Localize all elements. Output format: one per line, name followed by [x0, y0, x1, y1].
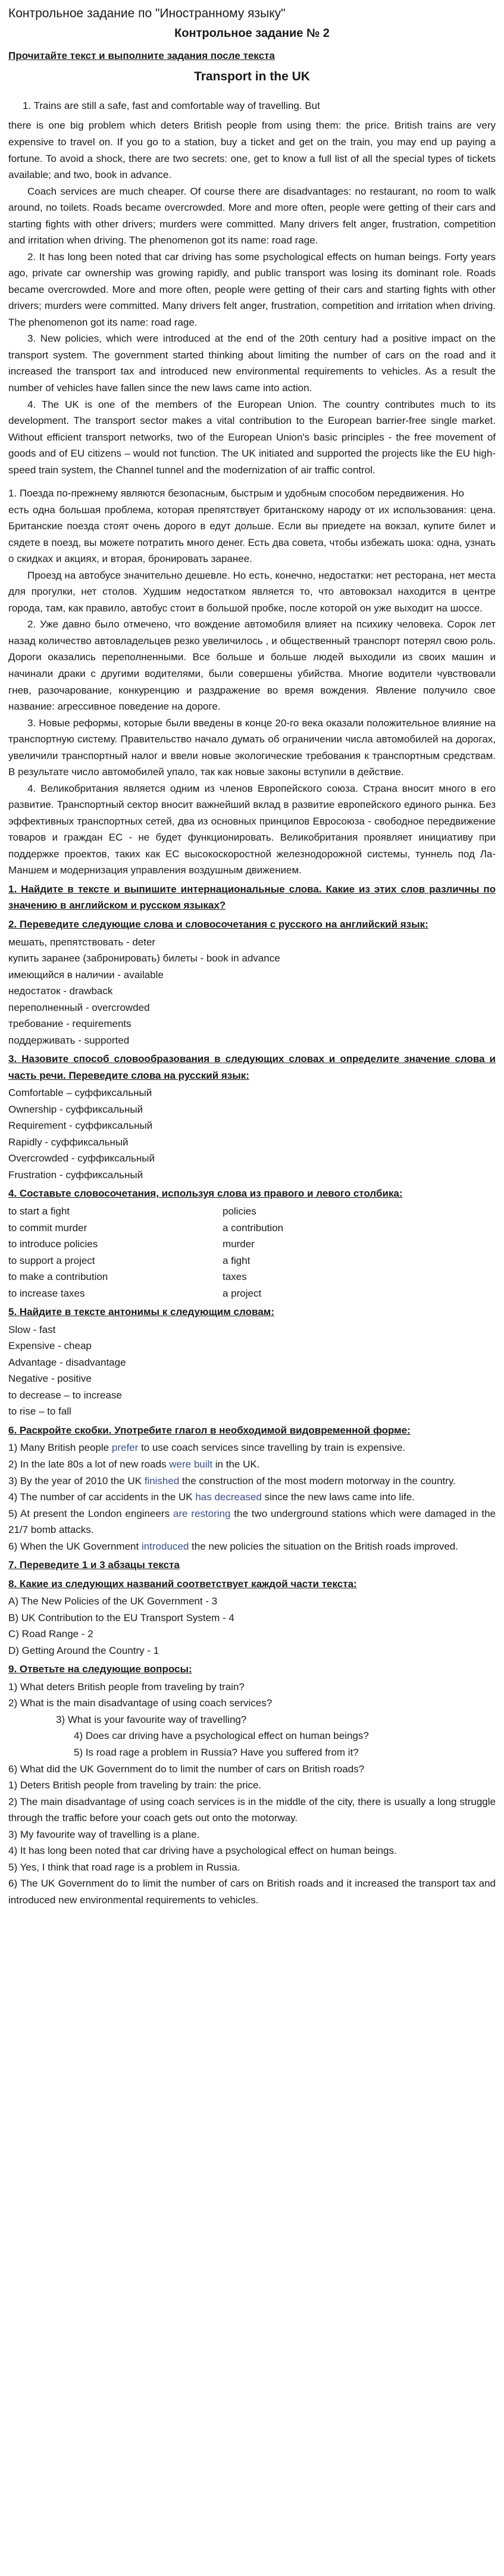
question-item: 2) What is the main disadvantage of using coach services? [8, 1697, 273, 1709]
task-4-pairs [8, 1203, 496, 1301]
task-2-list [8, 934, 496, 1049]
answer-item: 6) The UK Government do to limit the number of cars on British roads and it increased the transport tax and introduced new environmental requirements to vehicles. [8, 1878, 496, 1906]
answer-item: 4) It has long been noted that car driving have a psychological effect on human beings. [8, 1845, 397, 1857]
english-paragraph-4: 4. The UK is one of the members of the European Union. The country contributes much to its development. The transport sector makes a vital contribution to the European barrier-free single market. Without efficient transport networks, two of the European Union's basic principles - the free movement of goods and of EU citizens – would not function. The UK initiated and supported the projects like the EU high-speed train system, the Channel tunnel and the modernization of air traffic control. [8, 398, 496, 476]
pair-row [8, 1220, 496, 1237]
answer-item: 1) Deters British people from traveling by train: the price. [8, 1779, 262, 1791]
list-item: Ownership - суффиксальный [8, 1103, 143, 1115]
verb-answer: has decreased [195, 1491, 262, 1503]
russian-paragraph-1-start: 1. Поезда по-прежнему являются безопасным, быстрым и удобным способом передвижения. Но [8, 488, 464, 499]
english-paragraph-1-start: 1. Trains are still a safe, fast and comfortable way of travelling. But [23, 99, 320, 111]
question-item: 3) What is your favourite way of travelling? [56, 1713, 247, 1725]
list-item: поддерживать - supported [8, 1034, 130, 1046]
document-subtitle: Контрольное задание № 2 [174, 27, 330, 40]
task-4-heading: 4. Составьте словосочетания, используя слова из правого и левого столбика: [8, 1188, 403, 1200]
pair-left: to start a fight [8, 1206, 70, 1217]
list-item: переполненный - overcrowded [8, 1001, 150, 1013]
list-item [8, 1456, 496, 1473]
list-item: Negative - positive [8, 1373, 92, 1385]
russian-paragraph-1: есть одна большая проблема, которая препятствует британскому народу от их использования: цена. Британские поезда стоят очень дорого в едут дольше. Если вы приедете на вокзал, купите билет и сядете в поезд, вы можете потратить много денег. Есть два совета, чтобы избежать шока: одна, узнать о скидках и акциях, и вторая, бронировать заранее. [8, 504, 496, 565]
verb-answer: were built [169, 1458, 213, 1470]
task-8-list [8, 1593, 496, 1659]
sentence-part: 1) Many British people [8, 1442, 112, 1454]
text-title: Transport in the UK [194, 69, 310, 83]
sentence-part: the new policies the situation on the British roads improved. [189, 1540, 458, 1552]
pair-row [8, 1236, 496, 1253]
list-item: A) The New Policies of the UK Government - 3 [8, 1595, 218, 1607]
sentence-part: 2) In the late 80s a lot of new roads [8, 1458, 170, 1470]
pair-left: to introduce policies [8, 1238, 98, 1250]
list-item: to rise – to fall [8, 1406, 71, 1417]
question-item: 4) Does car driving have a psychological effect on human beings? [74, 1730, 369, 1742]
list-item: Frustration - суффиксальный [8, 1169, 143, 1181]
english-paragraph-coach: Coach services are much cheaper. Of course there are disadvantages: no restaurant, no room to walk around, no toilets. Roads became overcrowded. More and more often, people were getting of their cars and starting fights with other drivers; murders were committed. Many drivers felt anger, frustration, competition and irritation when driving. The phenomenon got its name: road rage. [8, 185, 496, 246]
pair-right: taxes [223, 1271, 247, 1283]
list-item: купить заранее (забронировать) билеты - book in advance [8, 953, 280, 964]
sentence-part: since the new laws came into life. [261, 1491, 415, 1503]
russian-paragraph-coach: Проезд на автобусе значительно дешевле. Но есть, конечно, недостатки: нет ресторана, нет места для прогулки, нет столов. Худшим недостатком является то, что автовокзал находится в центре города, там, как правило, автобус стоит в большой пробке, после которой он уже выходит на шоссе. [8, 569, 496, 614]
english-paragraph-2: 2. It has long been noted that car driving has some psychological effects on human beings. Forty years ago, private car ownership was growing rapidly, and public transport was losing its dominant role. Roads became overcrowded. More and more often, people were getting of their cars and starting fights with other drivers; murders were committed. Many drivers felt anger, frustration, competition and irritation when driving. The phenomenon got its name: road rage. [8, 251, 496, 328]
sentence-part: to use coach services since travelling by train is expensive. [138, 1442, 406, 1454]
pair-left: to increase taxes [8, 1287, 85, 1299]
pair-right: policies [223, 1206, 256, 1217]
verb-answer: prefer [111, 1442, 139, 1454]
task-5-heading: 5. Найдите в тексте антонимы к следующим словам: [8, 1306, 274, 1318]
list-item: Expensive - cheap [8, 1340, 92, 1352]
list-item: Requirement - суффиксальный [8, 1120, 153, 1132]
list-item [8, 1489, 496, 1506]
question-item: 1) What deters British people from traveling by train? [8, 1681, 245, 1693]
list-item: Rapidly - суффиксальный [8, 1136, 129, 1148]
list-item: B) UK Contribution to the EU Transport System - 4 [8, 1612, 234, 1623]
sentence-part: 4) The number of car accidents in the UK [8, 1491, 196, 1503]
list-item: to decrease – to increase [8, 1389, 122, 1401]
russian-paragraph-4: 4. Великобритания является одним из членов Европейского союза. Страна вносит много в его развитие. Транспортный сектор вносит важнейший вклад в развитие европейского единого рынка. Без эффективных транспортных сетей, два из основных принципов Евросоюза - свободное передвижение товаров и граждан ЕС - не будет функционировать. Великобритания проявляет инициативу при поддержке проектов, таких как ЕС высокоскоростной железнодорожной системы, туннель под Ла-Маншем и модернизация управления воздушным движением. [8, 782, 496, 876]
task-9-questions [8, 1679, 496, 1777]
pair-left: to commit murder [8, 1222, 87, 1234]
question-item: 6) What did the UK Government do to limit the number of cars on British roads? [8, 1763, 365, 1775]
list-item: мешать, препятствовать - deter [8, 936, 156, 948]
pair-left: to support a project [8, 1254, 95, 1266]
russian-paragraph-3: 3. Новые реформы, которые были введены в конце 20-го века оказали положительное влияние на транспортную систему. Правительство начало думать об ограничении числа автомобилей на дорогах, увеличили транспортный налог и ввели новые экологические требования к транспортным средствам. В результате число автомобилей упало, так как новые законы вступили в действие. [8, 717, 496, 778]
document-top-title: Контрольное задание по "Иностранному языку" [8, 7, 286, 20]
russian-paragraph-2: 2. Уже давно было отмечено, что вождение автомобиля влияет на психику человека. Сорок лет назад количество автовладельцев резко увеличилось , и общественный транспорт потерял свою роль. Дороги оказались переполненными. Все больше и больше людей выходили из своих машин и начинали драки с другими водителями, были совершены убийства. Многие водители чувствовали гнев, разочарование, конкуренцию и раздражение во время вождения. Явление получило свое название: агрессивное поведение на дороге. [8, 619, 496, 713]
question-item: 5) Is road rage a problem in Russia? Have you suffered from it? [74, 1747, 359, 1759]
pair-right: murder [223, 1238, 255, 1250]
list-item: D) Getting Around the Country - 1 [8, 1644, 159, 1656]
list-item [8, 1473, 496, 1490]
task-6-list [8, 1440, 496, 1554]
list-item: недостаток - drawback [8, 985, 113, 997]
pair-right: a project [223, 1287, 262, 1299]
task-9-answers [8, 1777, 496, 1908]
pair-row [8, 1203, 496, 1220]
task-1-heading: 1. Найдите в тексте и выпишите интернациональные слова. Какие из этих слов различны по значению в английском и русском языках? [8, 883, 496, 911]
pair-row [8, 1269, 496, 1285]
list-item: требование - requirements [8, 1018, 132, 1030]
verb-answer: finished [144, 1475, 180, 1487]
list-item [8, 1440, 496, 1456]
sentence-part: 6) When the UK Government [8, 1540, 142, 1552]
task-2-heading: 2. Переведите следующие слова и словосочетания с русского на английский язык: [8, 918, 428, 930]
list-item: Advantage - disadvantage [8, 1356, 126, 1368]
pair-row [8, 1253, 496, 1269]
list-item: C) Road Range - 2 [8, 1628, 93, 1640]
list-item [8, 1506, 496, 1538]
list-item: Overcrowded - суффиксальный [8, 1153, 155, 1164]
sentence-part: in the UK. [212, 1458, 260, 1470]
task-3-heading: 3. Назовите способ словообразования в следующих словах и определите значение слова и часть речи. Переведите слова на русский язык: [8, 1053, 496, 1081]
answer-item: 2) The main disadvantage of using coach services is in the middle of the city, there is usually a long struggle through the traffic before your coach gets out onto the motorway. [8, 1796, 496, 1824]
english-paragraph-1: there is one big problem which deters British people from using them: the price. British trains are very expensive to travel on. If you go to a station, buy a ticket and get on the train, you may end up paying a fortune. To avoid a shock, there are two secrets: one, get to know a full list of all the special types of tickets available; and two, book in advance. [8, 120, 496, 181]
sentence-part: 3) By the year of 2010 the UK [8, 1475, 145, 1487]
verb-answer: are restoring [173, 1507, 231, 1519]
task-8-heading: 8. Какие из следующих названий соответствует каждой части текста: [8, 1578, 357, 1590]
answer-item: 3) My favourite way of travelling is a plane. [8, 1828, 200, 1840]
verb-answer: introduced [141, 1540, 189, 1552]
task-9-heading: 9. Ответьте на следующие вопросы: [8, 1663, 192, 1675]
task-5-list [8, 1322, 496, 1420]
pair-right: a contribution [223, 1222, 284, 1234]
task-7-heading: 7. Переведите 1 и 3 абзацы текста [8, 1559, 180, 1571]
sentence-part: the two underground stations which were damaged in the 21/7 bomb attacks. [8, 1507, 496, 1536]
pair-left: to make a contribution [8, 1271, 108, 1283]
list-item: Comfortable – суффиксальный [8, 1087, 152, 1099]
english-paragraph-3: 3. New policies, which were introduced at the end of the 20th century had a positive impact on the transport system. The government started thinking about limiting the number of cars on the road and it increased the transport tax and introduced new environmental requirements to vehicles. As a result the number of vehicles have fallen since the new laws came into action. [8, 333, 496, 394]
reading-instruction: Прочитайте текст и выполните задания после текста [8, 50, 275, 62]
answer-item: 5) Yes, I think that road rage is a problem in Russia. [8, 1861, 240, 1873]
task-6-heading: 6. Раскройте скобки. Употребите глагол в необходимой видовременной форме: [8, 1424, 411, 1436]
pair-right: a fight [223, 1254, 251, 1266]
list-item: Slow - fast [8, 1323, 56, 1335]
list-item: имеющийся в наличии - available [8, 969, 164, 981]
sentence-part: 5) At present the London engineers [8, 1507, 173, 1519]
task-3-list [8, 1085, 496, 1183]
sentence-part: the construction of the most modern motorway in the country. [179, 1475, 456, 1487]
list-item [8, 1538, 496, 1555]
pair-row [8, 1285, 496, 1302]
